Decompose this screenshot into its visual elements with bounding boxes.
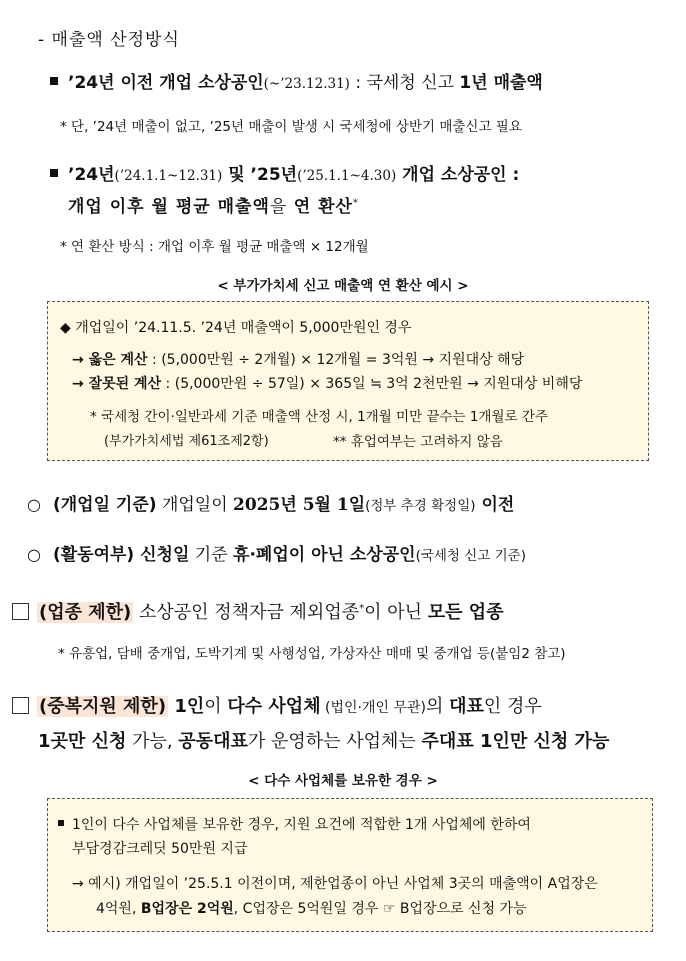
example1-wrong xyxy=(72,373,582,393)
example2-e2b: B업장은 2억원 xyxy=(140,901,234,917)
item2-tail: 개업 소상공인 : xyxy=(396,165,520,185)
item2-star: * xyxy=(352,197,359,209)
item2-line2a: 개업 이후 월 평균 매출액 xyxy=(68,197,270,217)
item2-y25: ’25년 xyxy=(250,165,298,185)
example2-b1-text: 1인이 다수 사업체를 보유한 경우, 지원 요건에 적합한 1개 사업체에 한하여 xyxy=(72,817,531,833)
dup-t2: 이 xyxy=(204,696,228,717)
example2-e2c: , C업장은 5억원일 경우 ☞ B업장으로 신청 가능 xyxy=(233,901,527,917)
dup-t1: 1인 xyxy=(168,696,205,717)
dup-paren: (법인·개인 무관) xyxy=(320,700,427,716)
example1-note-b: (부가가치세법 제61조제2항) xyxy=(104,434,269,449)
open-date-value: 2025년 5월 1일 xyxy=(233,495,366,515)
industry-t1: 소상공인 정책자금 제외업종 xyxy=(133,602,360,623)
bullet-square-icon xyxy=(50,77,58,85)
dup-criterion xyxy=(12,692,542,718)
activity-t3: 휴·폐업이 아닌 소상공인 xyxy=(233,545,416,565)
sales-item-2 xyxy=(50,160,519,185)
open-date-label: (개업일 기준) xyxy=(52,495,157,515)
example1-right xyxy=(72,349,524,369)
right-calc-text: : (5,000만원 ÷ 2개월) × 12개월 = 3억원 → 지원대상 해당 xyxy=(147,352,525,368)
open-date-paren: (정부 추경 확정일) xyxy=(365,498,476,514)
item2-line2c: 연 환산 xyxy=(293,197,353,217)
item1-title: ’24년 이전 개업 소상공인 xyxy=(68,73,264,93)
industry-t2: 이 아닌 xyxy=(364,602,428,623)
dup-l2b: 가능, xyxy=(126,731,179,752)
item1-desc: 국세청 신고 xyxy=(366,73,460,93)
industry-label: (업종 제한) xyxy=(39,602,132,623)
bullet-square-icon xyxy=(50,169,58,177)
dup-t5: 대표 xyxy=(449,696,484,717)
item1-sep: : xyxy=(349,73,367,93)
dup-l2c: 공동대표 xyxy=(178,731,248,752)
activity-criterion xyxy=(27,540,526,565)
checkbox-square-icon xyxy=(12,603,29,620)
dup-l2a: 1곳만 신청 xyxy=(38,731,127,752)
dup-label: (중복지원 제한) xyxy=(39,696,167,717)
example2-e2 xyxy=(96,898,527,918)
item2-line2b: 을 xyxy=(269,197,294,217)
item2-and: 및 xyxy=(222,165,251,185)
dup-t6: 인 경우 xyxy=(483,696,542,717)
open-date-t2: 이전 xyxy=(475,495,515,515)
right-calc-label: → 옳은 계산 xyxy=(72,352,148,368)
section-heading: - 매출액 산정방식 xyxy=(38,30,180,50)
wrong-calc-label: → 잘못된 계산 xyxy=(72,376,162,392)
note-1: * 단, ’24년 매출이 없고, ’25년 매출이 발생 시 국세청에 상반기 매출신고 필요 xyxy=(60,119,522,135)
wrong-calc-text: : (5,000만원 ÷ 57일) × 365일 ≒ 3억 2천만원 → 지원대상 비해당 xyxy=(161,376,583,392)
activity-t2: 기준 xyxy=(189,545,234,565)
example2-caption: < 다수 사업체를 보유한 경우 > xyxy=(248,773,438,789)
open-date-criterion xyxy=(27,490,514,515)
industry-criterion xyxy=(12,598,504,624)
bullet-square-icon xyxy=(58,820,64,826)
industry-star: * xyxy=(359,603,365,614)
activity-paren: (국세청 신고 기준) xyxy=(415,548,526,564)
circle-bullet-icon: ○ xyxy=(27,495,41,514)
circle-bullet-icon: ○ xyxy=(27,545,41,564)
dup-line2 xyxy=(38,727,609,753)
dup-l2e: 주대표 1인만 신청 가능 xyxy=(421,731,610,752)
industry-t3: 모든 업종 xyxy=(427,602,504,623)
item1-period: (~’23.12.31) xyxy=(263,76,350,92)
example1-line1: ◆ 개업일이 ’24.11.5. ’24년 매출액이 5,000만원인 경우 xyxy=(60,320,412,336)
example1-note-a: * 국세청 간이·일반과세 기준 매출액 산정 시, 1개월 미만 끝수는 1개월로 간주 xyxy=(90,409,548,425)
note-2: * 연 환산 방식 : 개업 이후 월 평균 매출액 × 12개월 xyxy=(60,239,369,255)
item2-y24: ’24년 xyxy=(68,165,115,185)
industry-note: * 유흥업, 담배 중개업, 도박기계 및 사행성업, 가상자산 매매 및 중개업 등(붙임2 참고) xyxy=(58,646,566,662)
item2-p24: (’24.1.1~12.31) xyxy=(114,168,223,184)
dup-t3: 다수 사업체 xyxy=(227,696,321,717)
item1-desc-bold: 1년 매출액 xyxy=(459,73,543,93)
dup-t4: 의 xyxy=(426,696,450,717)
sales-item-2-line2 xyxy=(68,192,359,217)
activity-t1: 신청일 xyxy=(134,545,190,565)
open-date-t1: 개업일이 xyxy=(156,495,234,515)
checkbox-square-icon xyxy=(12,697,29,714)
example1-note-c: ** 휴업여부는 고려하지 않음 xyxy=(333,434,503,450)
item2-p25: (’25.1.1~4.30) xyxy=(297,168,397,184)
example1-caption: < 부가가치세 신고 매출액 연 환산 예시 > xyxy=(217,278,469,294)
example2-b1 xyxy=(58,814,531,834)
sales-item-1 xyxy=(50,68,543,93)
dup-l2d: 가 운영하는 사업체는 xyxy=(247,731,422,752)
activity-label: (활동여부) xyxy=(52,545,135,565)
example2-e1: → 예시) 개업일이 ’25.5.1 이전이며, 제한업종이 아닌 사업체 3곳의 매출액이 A업장은 xyxy=(72,876,598,892)
example2-b2: 부담경감크레딧 50만원 지급 xyxy=(72,841,248,857)
example2-e2a: 4억원, xyxy=(96,901,141,917)
